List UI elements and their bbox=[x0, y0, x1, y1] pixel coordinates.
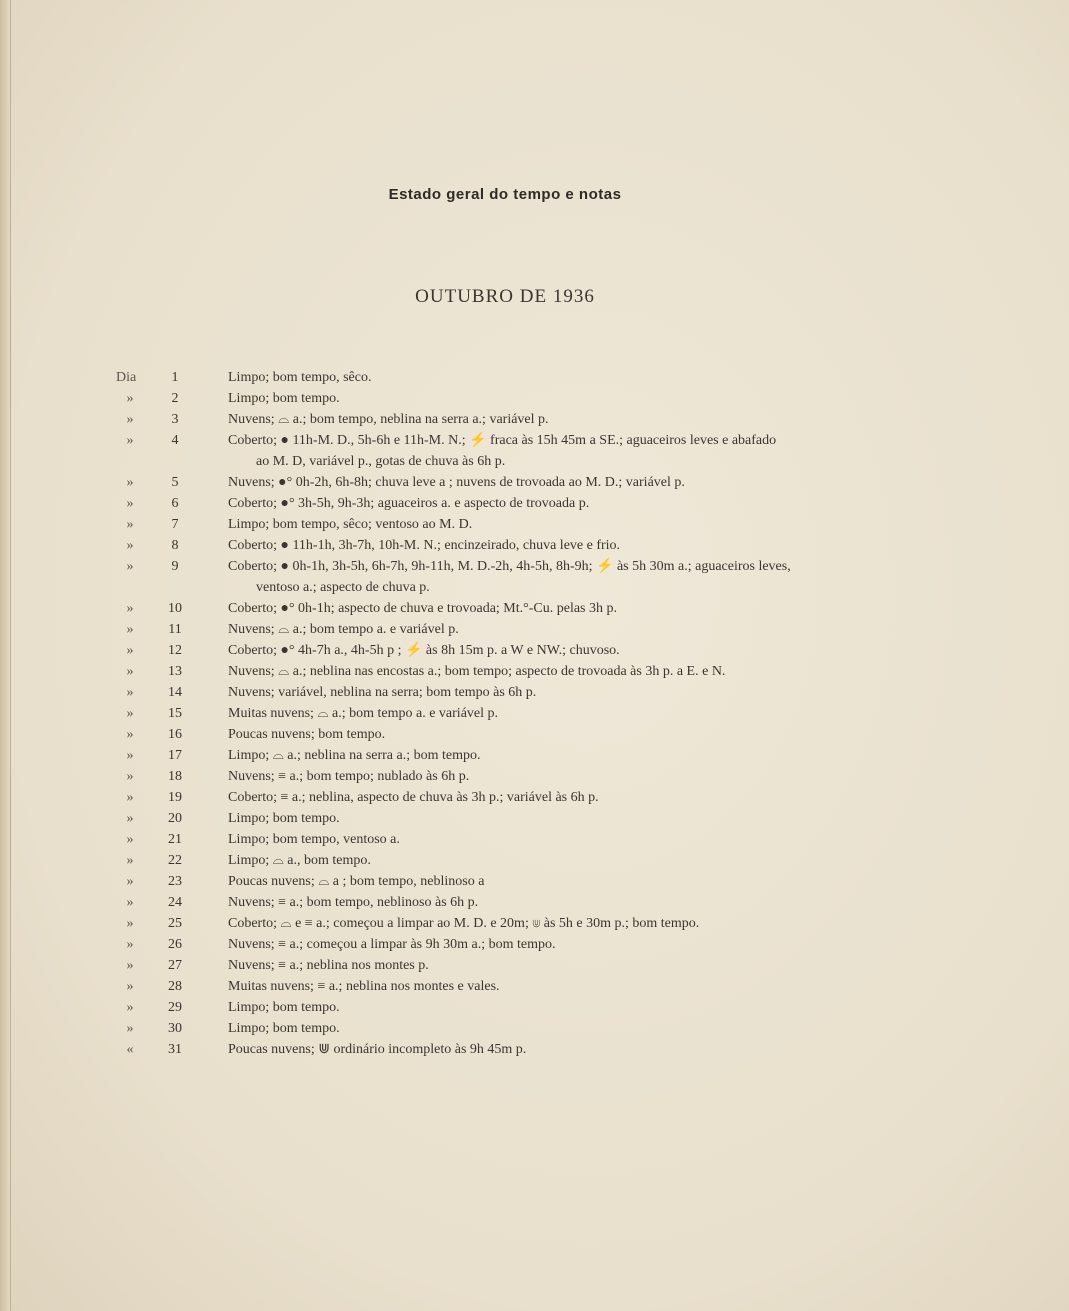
month-title: OUTUBRO DE 1936 bbox=[415, 286, 595, 307]
weather-note-text: Nuvens; ≡ a.; bom tempo; nublado às 6h p. bbox=[228, 769, 470, 784]
weather-note bbox=[228, 493, 898, 514]
weather-note bbox=[228, 1039, 898, 1060]
weather-note-text: Coberto; ●° 3h-5h, 9h-3h; aguaceiros a. e aspecto de trovoada p. bbox=[228, 496, 590, 511]
ditto-mark: » bbox=[126, 517, 134, 532]
weather-note-text: Nuvens; ●° 0h-2h, 6h-8h; chuva leve a ; nuvens de trovoada ao M. D.; variável p. bbox=[228, 475, 685, 490]
ditto-mark: » bbox=[126, 664, 134, 679]
ditto-mark: » bbox=[126, 790, 134, 805]
weather-note-continuation: ventoso a.; aspecto de chuva p. bbox=[256, 580, 430, 595]
day-row bbox=[0, 745, 1069, 766]
weather-note-text: Coberto; ● 11h-M. D., 5h-6h e 11h-M. N.; ⚡ fraca às 15h 45m a SE.; aguaceiros leves e abafado bbox=[228, 433, 777, 448]
weather-note-text: Muitas nuvens; ⌓ a.; bom tempo a. e variável p. bbox=[228, 706, 499, 721]
ditto-mark: » bbox=[126, 496, 134, 511]
day-row bbox=[0, 829, 1069, 850]
weather-note-text: Nuvens; ⌓ a.; neblina nas encostas a.; bom tempo; aspecto de trovoada às 3h p. a E. e N. bbox=[228, 664, 726, 679]
day-number: 19 bbox=[168, 790, 182, 805]
day-row bbox=[0, 619, 1069, 640]
ditto-mark: » bbox=[126, 958, 134, 973]
ditto-mark: » bbox=[126, 559, 134, 574]
day-row bbox=[0, 787, 1069, 808]
weather-note bbox=[228, 892, 898, 913]
day-number: 8 bbox=[171, 538, 179, 553]
ditto-mark: » bbox=[126, 706, 134, 721]
day-row bbox=[0, 682, 1069, 703]
weather-note bbox=[228, 955, 898, 976]
day-row bbox=[0, 892, 1069, 913]
daily-notes-list bbox=[0, 367, 1069, 1060]
weather-note-continuation: ao M. D, variável p., gotas de chuva às 6h p. bbox=[256, 454, 506, 469]
day-number: 22 bbox=[168, 853, 182, 868]
weather-note-text: Nuvens; ⌓ a.; bom tempo a. e variável p. bbox=[228, 622, 459, 637]
weather-note bbox=[228, 556, 898, 598]
weather-note-text: Limpo; bom tempo, ventoso a. bbox=[228, 832, 400, 847]
day-row bbox=[0, 1039, 1069, 1060]
day-row bbox=[0, 913, 1069, 934]
ditto-mark: » bbox=[126, 412, 134, 427]
weather-note-text: Coberto; ≡ a.; neblina, aspecto de chuva às 3h p.; variável às 6h p. bbox=[228, 790, 599, 805]
weather-note bbox=[228, 661, 898, 682]
day-number: 14 bbox=[168, 685, 182, 700]
day-number: 16 bbox=[168, 727, 182, 742]
ditto-mark: » bbox=[126, 475, 134, 490]
day-number: 25 bbox=[168, 916, 182, 931]
ditto-mark: » bbox=[126, 622, 134, 637]
day-number: 26 bbox=[168, 937, 182, 952]
ditto-mark: » bbox=[126, 853, 134, 868]
day-number: 17 bbox=[168, 748, 182, 763]
weather-note-text: Coberto; ● 11h-1h, 3h-7h, 10h-M. N.; encinzeirado, chuva leve e frio. bbox=[228, 538, 621, 553]
ditto-mark: » bbox=[126, 748, 134, 763]
weather-note-text: Nuvens; ⌓ a.; bom tempo, neblina na serra a.; variável p. bbox=[228, 412, 549, 427]
day-number: 23 bbox=[168, 874, 182, 889]
weather-note-text: Limpo; bom tempo. bbox=[228, 391, 340, 406]
day-row bbox=[0, 493, 1069, 514]
day-row bbox=[0, 430, 1069, 472]
ditto-mark: » bbox=[126, 643, 134, 658]
day-row bbox=[0, 808, 1069, 829]
weather-note bbox=[228, 997, 898, 1018]
ditto-mark: » bbox=[126, 832, 134, 847]
section-heading: Estado geral do tempo e notas bbox=[388, 186, 622, 203]
day-number: 21 bbox=[168, 832, 182, 847]
weather-note-text: Limpo; bom tempo. bbox=[228, 1000, 340, 1015]
ditto-mark: « bbox=[126, 1042, 134, 1057]
day-number: 7 bbox=[171, 517, 179, 532]
weather-note bbox=[228, 934, 898, 955]
day-number: 2 bbox=[171, 391, 179, 406]
day-number: 12 bbox=[168, 643, 182, 658]
day-number: 18 bbox=[168, 769, 182, 784]
weather-note bbox=[228, 745, 898, 766]
day-number: 15 bbox=[168, 706, 182, 721]
day-number: 28 bbox=[168, 979, 182, 994]
weather-note-text: Poucas nuvens; ⌓ a ; bom tempo, neblinoso a bbox=[228, 874, 485, 889]
weather-note-text: Limpo; ⌓ a., bom tempo. bbox=[228, 853, 371, 868]
weather-note-text: Muitas nuvens; ≡ a.; neblina nos montes e vales. bbox=[228, 979, 500, 994]
weather-note bbox=[228, 787, 898, 808]
ditto-mark: » bbox=[126, 538, 134, 553]
weather-note bbox=[228, 829, 898, 850]
weather-note bbox=[228, 598, 898, 619]
day-row bbox=[0, 514, 1069, 535]
day-number: 6 bbox=[171, 496, 179, 511]
day-row bbox=[0, 367, 1069, 388]
day-row bbox=[0, 535, 1069, 556]
day-row bbox=[0, 850, 1069, 871]
weather-note bbox=[228, 388, 898, 409]
day-row bbox=[0, 661, 1069, 682]
day-number: 3 bbox=[171, 412, 179, 427]
weather-note-text: Coberto; ⌓ e ≡ a.; começou a limpar ao M. D. e 20m; ⋓ às 5h e 30m p.; bom tempo. bbox=[228, 916, 700, 931]
ditto-mark: » bbox=[126, 916, 134, 931]
ditto-mark: » bbox=[126, 895, 134, 910]
day-row bbox=[0, 640, 1069, 661]
weather-note-text: Nuvens; ≡ a.; bom tempo, neblinoso às 6h p. bbox=[228, 895, 479, 910]
day-row bbox=[0, 976, 1069, 997]
ditto-mark: » bbox=[126, 1021, 134, 1036]
weather-note bbox=[228, 808, 898, 829]
weather-note bbox=[228, 913, 898, 934]
day-row bbox=[0, 703, 1069, 724]
day-number: 9 bbox=[171, 559, 179, 574]
weather-note bbox=[228, 472, 898, 493]
day-row bbox=[0, 997, 1069, 1018]
weather-note bbox=[228, 1018, 898, 1039]
day-number: 1 bbox=[171, 370, 179, 385]
ditto-mark: » bbox=[126, 433, 134, 448]
weather-note-text: Nuvens; variável, neblina na serra; bom tempo às 6h p. bbox=[228, 685, 537, 700]
weather-note-text: Coberto; ●° 0h-1h; aspecto de chuva e trovoada; Mt.°-Cu. pelas 3h p. bbox=[228, 601, 618, 616]
weather-note bbox=[228, 619, 898, 640]
weather-note-text: Limpo; bom tempo. bbox=[228, 1021, 340, 1036]
day-row bbox=[0, 409, 1069, 430]
day-row bbox=[0, 472, 1069, 493]
weather-note-text: Coberto; ● 0h-1h, 3h-5h, 6h-7h, 9h-11h, M. D.-2h, 4h-5h, 8h-9h; ⚡ às 5h 30m a.; aguaceiros leves, bbox=[228, 559, 791, 574]
day-number: 5 bbox=[171, 475, 179, 490]
dia-label: Dia bbox=[116, 370, 137, 385]
day-row bbox=[0, 598, 1069, 619]
day-row bbox=[0, 556, 1069, 598]
weather-note-text: Limpo; ⌓ a.; neblina na serra a.; bom tempo. bbox=[228, 748, 481, 763]
ditto-mark: » bbox=[126, 727, 134, 742]
day-number: 31 bbox=[168, 1042, 182, 1057]
day-number: 13 bbox=[168, 664, 182, 679]
ditto-mark: » bbox=[126, 1000, 134, 1015]
day-row bbox=[0, 766, 1069, 787]
day-number: 10 bbox=[168, 601, 182, 616]
weather-note bbox=[228, 640, 898, 661]
day-number: 27 bbox=[168, 958, 182, 973]
ditto-mark: » bbox=[126, 874, 134, 889]
weather-note-text: Limpo; bom tempo, sêco; ventoso ao M. D. bbox=[228, 517, 473, 532]
weather-note-text: Nuvens; ≡ a.; começou a limpar às 9h 30m a.; bom tempo. bbox=[228, 937, 556, 952]
day-number: 11 bbox=[168, 622, 182, 637]
ditto-mark: » bbox=[126, 811, 134, 826]
weather-note-text: Coberto; ●° 4h-7h a., 4h-5h p ; ⚡ às 8h 15m p. a W e NW.; chuvoso. bbox=[228, 643, 620, 658]
weather-note bbox=[228, 430, 898, 472]
weather-note bbox=[228, 871, 898, 892]
weather-note bbox=[228, 976, 898, 997]
weather-note bbox=[228, 367, 898, 388]
day-row bbox=[0, 934, 1069, 955]
weather-note-text: Poucas nuvens; bom tempo. bbox=[228, 727, 386, 742]
weather-note bbox=[228, 514, 898, 535]
ditto-mark: » bbox=[126, 979, 134, 994]
day-row bbox=[0, 955, 1069, 976]
weather-note bbox=[228, 703, 898, 724]
weather-note bbox=[228, 682, 898, 703]
day-number: 30 bbox=[168, 1021, 182, 1036]
weather-note bbox=[228, 766, 898, 787]
weather-note bbox=[228, 409, 898, 430]
weather-note-text: Nuvens; ≡ a.; neblina nos montes p. bbox=[228, 958, 429, 973]
day-number: 29 bbox=[168, 1000, 182, 1015]
day-number: 4 bbox=[171, 433, 179, 448]
day-row bbox=[0, 1018, 1069, 1039]
day-row bbox=[0, 388, 1069, 409]
weather-note-text: Poucas nuvens; ⋓ ordinário incompleto às 9h 45m p. bbox=[228, 1042, 527, 1057]
day-row bbox=[0, 871, 1069, 892]
weather-note-text: Limpo; bom tempo. bbox=[228, 811, 340, 826]
weather-note bbox=[228, 850, 898, 871]
weather-note bbox=[228, 724, 898, 745]
weather-note bbox=[228, 535, 898, 556]
day-number: 20 bbox=[168, 811, 182, 826]
ditto-mark: » bbox=[126, 601, 134, 616]
weather-note-text: Limpo; bom tempo, sêco. bbox=[228, 370, 372, 385]
day-number: 24 bbox=[168, 895, 182, 910]
ditto-mark: » bbox=[126, 391, 134, 406]
day-row bbox=[0, 724, 1069, 745]
ditto-mark: » bbox=[126, 769, 134, 784]
ditto-mark: » bbox=[126, 685, 134, 700]
ditto-mark: » bbox=[126, 937, 134, 952]
